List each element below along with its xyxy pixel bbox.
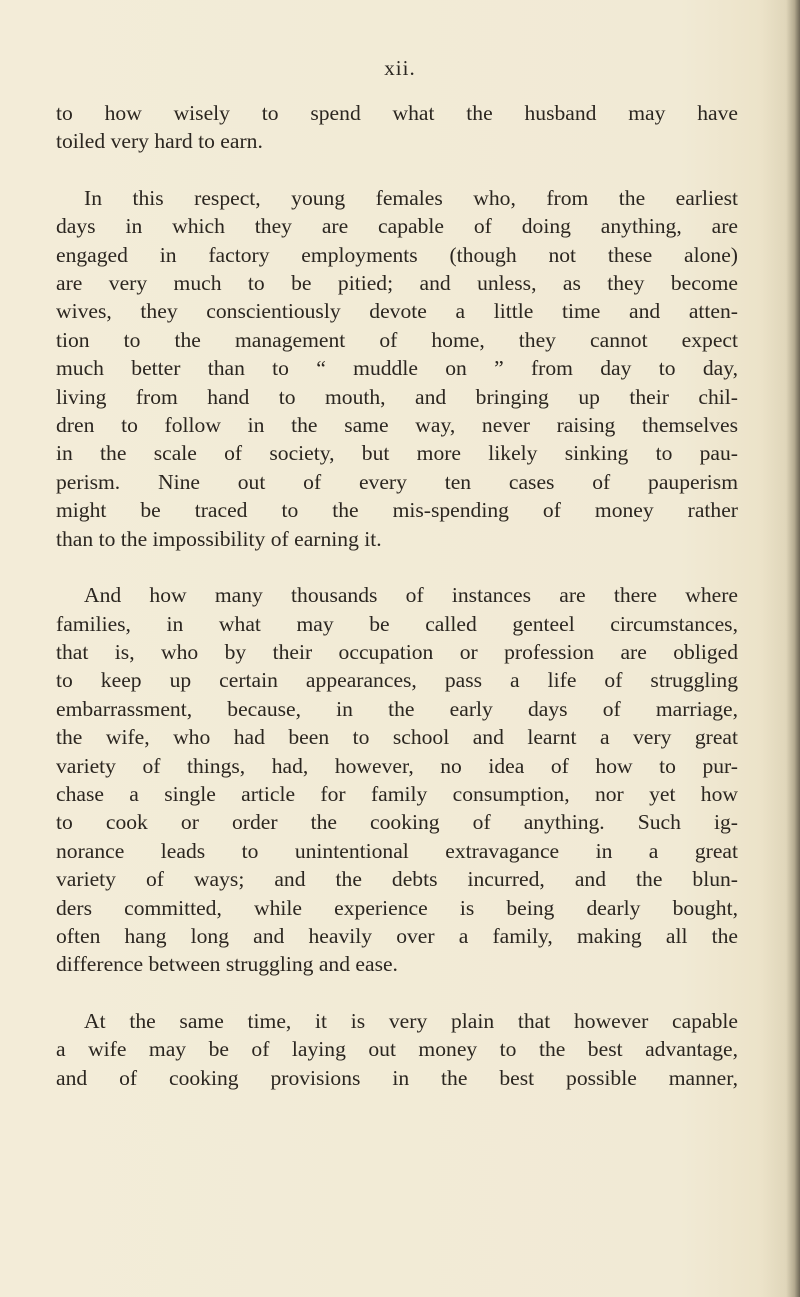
text-line: wives, they conscientiously devote a little time and atten- xyxy=(56,299,738,324)
text-line: difference between struggling and ease. xyxy=(56,952,398,977)
text-line: toiled very hard to earn. xyxy=(56,129,263,154)
text-line: to how wisely to spend what the husband may have xyxy=(56,101,738,125)
text-line: the wife, who had been to school and learnt a very great xyxy=(56,725,738,750)
text-line: In this respect, young females who, from the earliest xyxy=(84,185,738,210)
text-line: living from hand to mouth, and bringing up their chil- xyxy=(56,384,738,409)
text-line: norance leads to unintentional extravagance in a great xyxy=(56,838,738,863)
text-line: and of cooking provisions in the best possible manner, xyxy=(56,1065,738,1090)
text-line: days in which they are capable of doing anything, are xyxy=(56,214,738,239)
paragraph-4 xyxy=(56,1007,738,1092)
body-text xyxy=(56,99,738,1092)
text-line: than to the impossibility of earning it. xyxy=(56,526,382,551)
text-line: perism. Nine out of every ten cases of pauperism xyxy=(56,469,738,494)
text-line: are very much to be pitied; and unless, as they become xyxy=(56,271,738,296)
text-line: much better than to “ muddle on ” from day to day, xyxy=(56,356,738,381)
text-line: that is, who by their occupation or profession are obliged xyxy=(56,639,738,664)
text-line: At the same time, it is very plain that however capable xyxy=(84,1008,738,1033)
text-line: to cook or order the cooking of anything. Such ig- xyxy=(56,810,738,835)
text-line: dren to follow in the same way, never raising themselves xyxy=(56,413,738,438)
text-line: families, in what may be called genteel circumstances, xyxy=(56,611,738,636)
paragraph-1 xyxy=(56,99,738,156)
page-edge-shadow xyxy=(786,0,800,1297)
text-line: might be traced to the mis-spending of money rather xyxy=(56,498,738,523)
text-line: variety of things, had, however, no idea of how to pur- xyxy=(56,753,738,778)
text-line: And how many thousands of instances are there where xyxy=(84,583,738,608)
text-line: embarrassment, because, in the early days of marriage, xyxy=(56,696,738,721)
text-line: to keep up certain appearances, pass a life of struggling xyxy=(56,668,738,693)
text-line: engaged in factory employments (though not these alone) xyxy=(56,242,738,267)
paragraph-3 xyxy=(56,581,738,979)
text-line: ders committed, while experience is being dearly bought, xyxy=(56,895,738,920)
text-line: chase a single article for family consumption, nor yet how xyxy=(56,781,738,806)
text-line: in the scale of society, but more likely sinking to pau- xyxy=(56,441,738,466)
text-line: often hang long and heavily over a family, making all the xyxy=(56,923,738,948)
text-line: a wife may be of laying out money to the best advantage, xyxy=(56,1037,738,1062)
text-line: tion to the management of home, they cannot expect xyxy=(56,327,738,352)
page-number: xii. xyxy=(384,56,416,80)
text-line: variety of ways; and the debts incurred, and the blun- xyxy=(56,867,738,892)
paragraph-2 xyxy=(56,184,738,553)
